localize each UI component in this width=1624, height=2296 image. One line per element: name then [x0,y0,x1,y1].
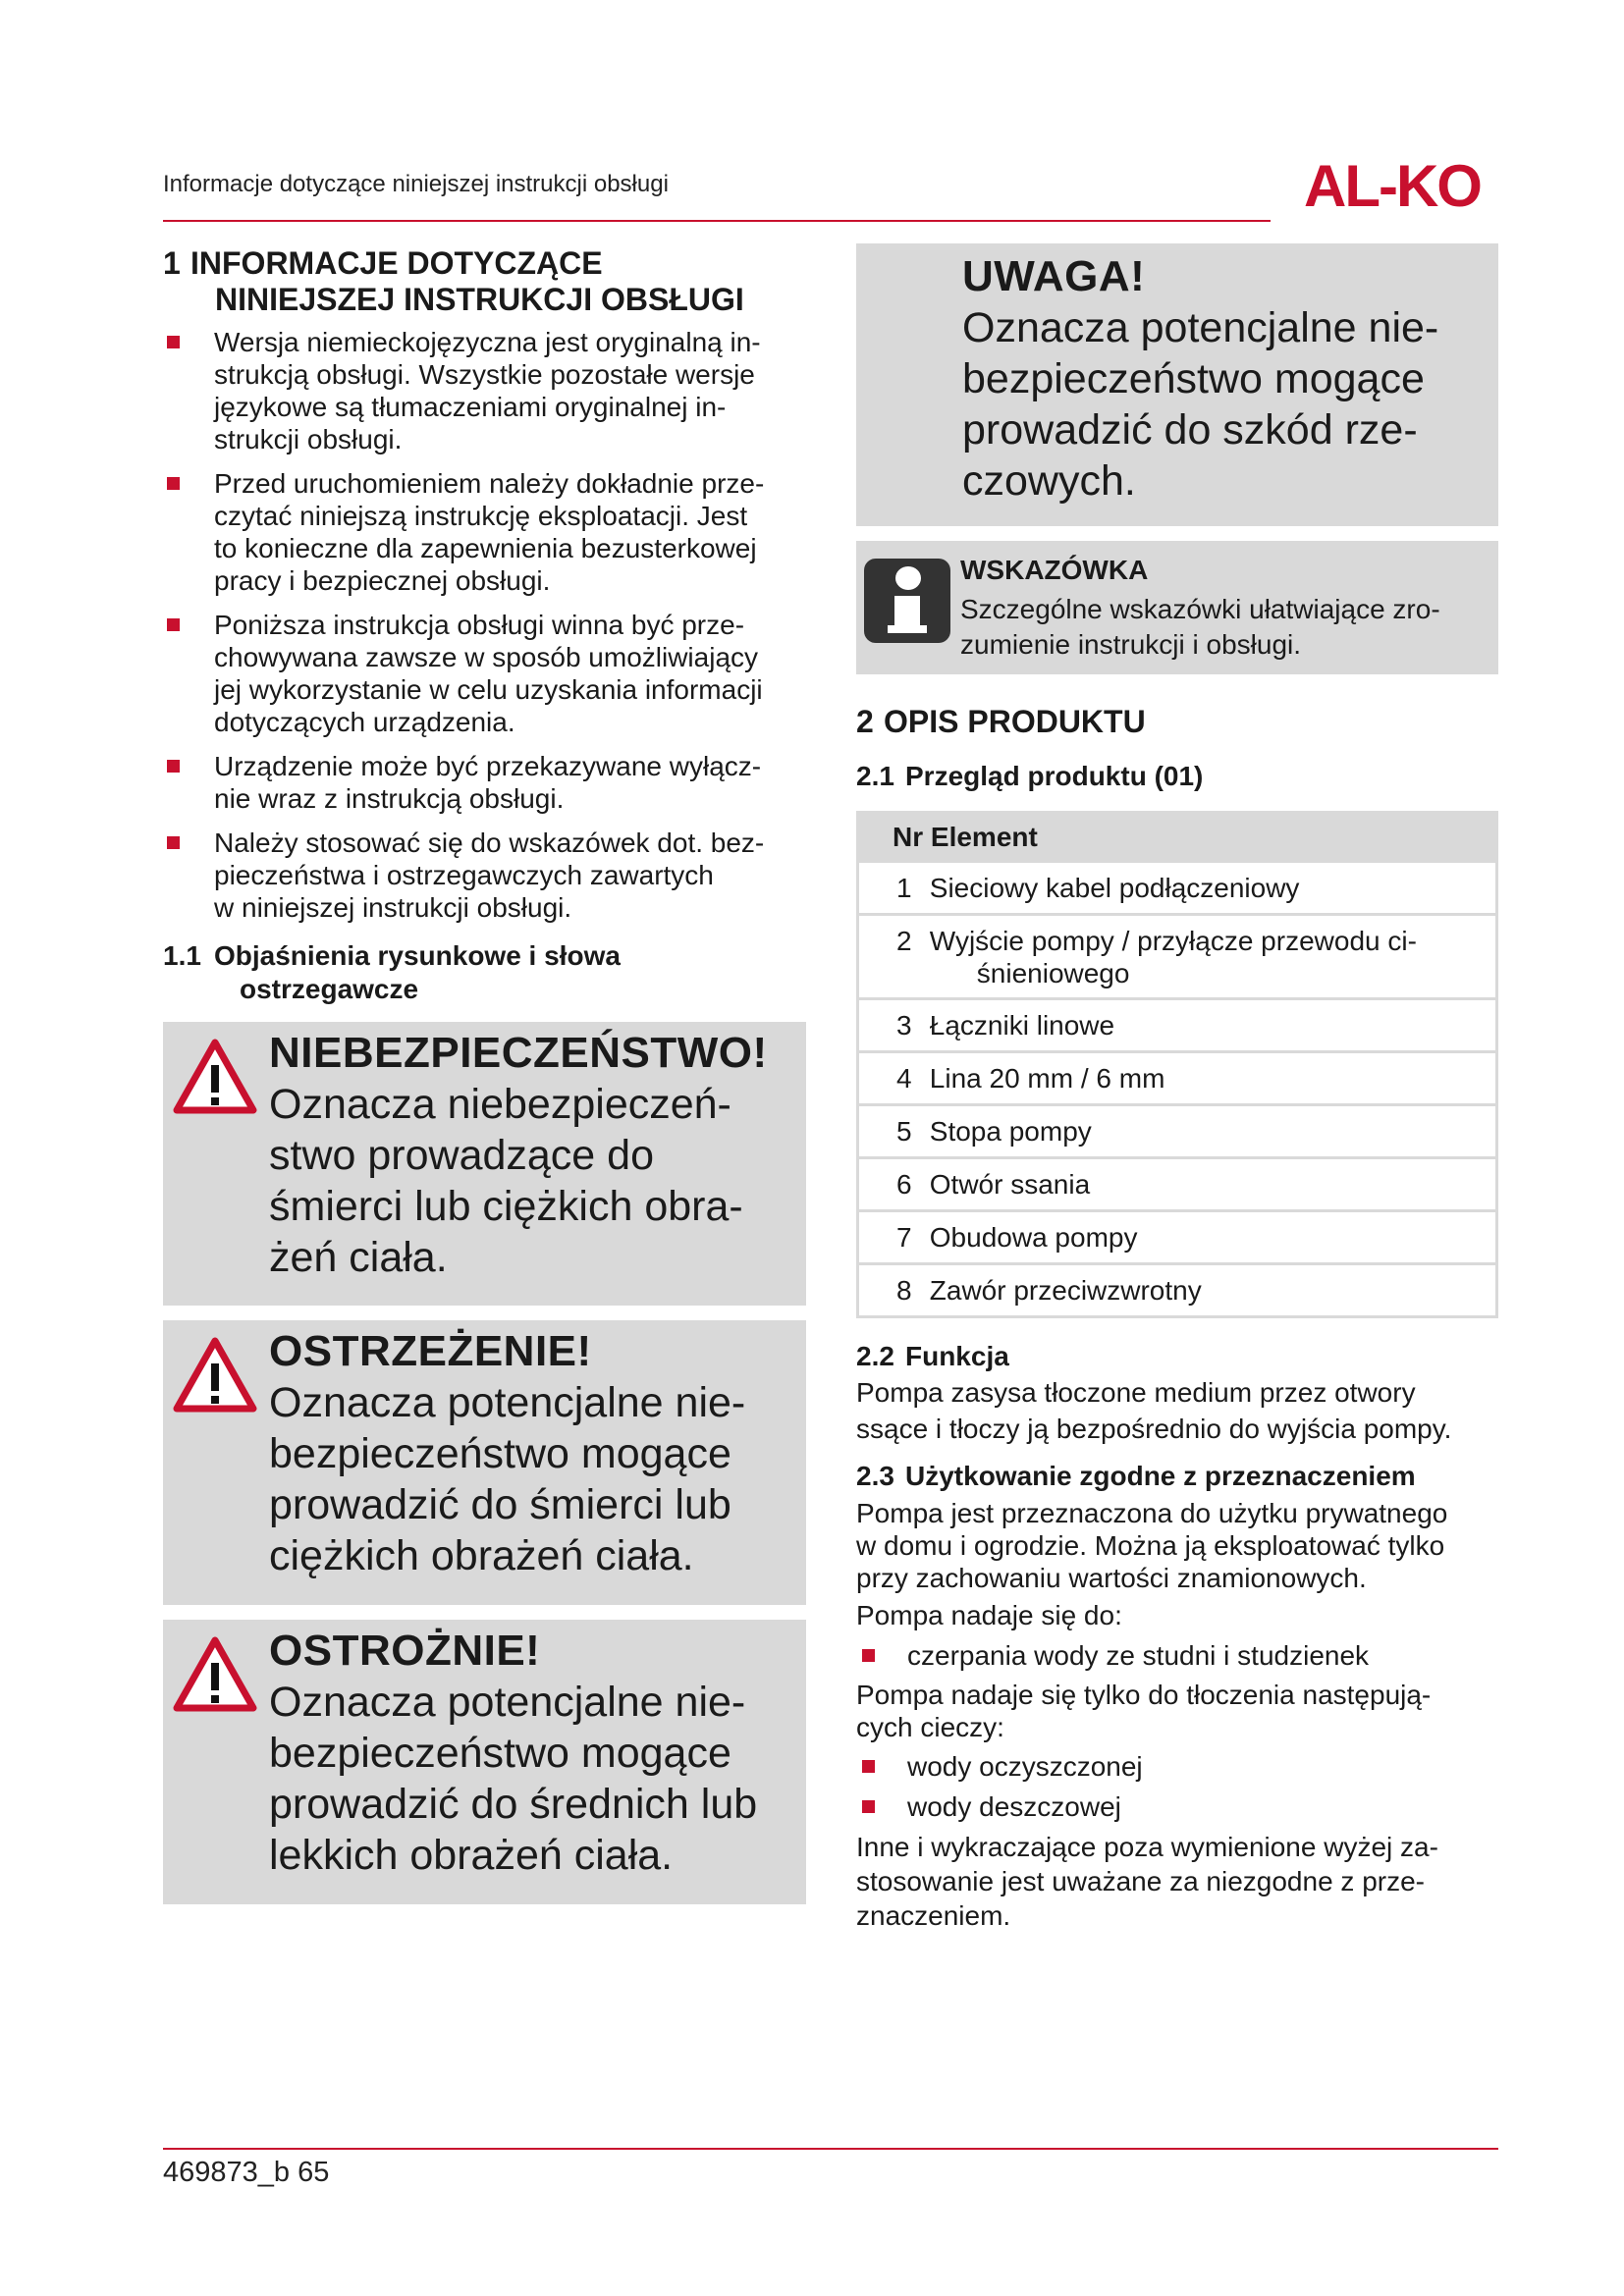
section-2-2-heading: 2.2 Funkcja [856,1341,1009,1371]
table-row: 4 Lina 20 mm / 6 mm [858,1052,1497,1105]
section-2-3-para4: Inne i wykraczające poza wymienione wyżej za- stosowanie jest uważane za niezgodne z prze- znaczeniem. [856,1832,1438,1931]
section-1-bullets [163,326,806,924]
attention-text: Oznacza potencjalne nie- bezpieczeństwo mogące prowadzić do szkód rze- czowych. [962,304,1439,505]
svg-text:AL-KO: AL-KO [1304,157,1481,212]
liquids-list [856,1749,1498,1824]
section-2-heading: 2 OPIS PRODUKTU [856,704,1146,739]
notice-text: Szczególne wskazówki ułatwiające zro- zumienie instrukcji i obsługi. [960,594,1440,660]
table-row: 7 Obudowa pompy [858,1211,1497,1264]
attention-box [856,243,1498,526]
list-item: Poniższa instrukcja obsługi winna być prze- chowywana zawsze w sposób umożliwiający jej wykorzystanie w celu uzyskania informacji dotyczących urządzenia. [163,609,806,738]
table-row: 2 Wyjście pompy / przyłącze przewodu ci- śnieniowego [858,915,1497,999]
warning-text: Oznacza potencjalne nie- bezpieczeństwo mogące prowadzić do śmierci lub ciężkich obrażeń ciała. [269,1379,746,1579]
bullet-icon [167,618,180,631]
caution-box [163,1620,806,1904]
section-2-2-text: Pompa zasysa tłoczone medium przez otwory ssące i tłoczy ją bezpośrednio do wyjścia pompy. [856,1377,1452,1444]
page-number: 469873_b 65 [163,2157,330,2188]
table-row: 8 Zawór przeciwzwrotny [858,1264,1497,1317]
bullet-icon [167,760,180,773]
list-item: Urządzenie może być przekazywane wyłącz- nie wraz z instrukcją obsługi. [163,750,806,815]
table-row: 6 Otwór ssania [858,1158,1497,1211]
table-row: 5 Stopa pompy [858,1105,1497,1158]
danger-box [163,1022,806,1306]
list-item: Przed uruchomieniem należy dokładnie prze- czytać niniejszą instrukcję eksploatacji. Jest to konieczne dla zapewnienia bezusterkowej pracy i bezpiecznej obsługi. [163,467,806,597]
table-row: 3 Łączniki linowe [858,999,1497,1052]
alko-logo [1286,157,1498,212]
warning-triangle-icon [173,1336,257,1415]
list-item: czerpania wody ze studni i studzienek [856,1638,1498,1673]
section-2-3-heading: 2.3 Użytkowanie zgodne z przeznaczeniem [856,1461,1416,1491]
warning-title: OSTRZEŻENIE! [269,1327,592,1375]
warning-triangle-icon [173,1635,257,1714]
bullet-icon [862,1649,875,1662]
list-item: Wersja niemieckojęzyczna jest oryginalną in- strukcją obsługi. Wszystkie pozostałe wersje językowe są tłumaczeniami oryginalnej in- strukcji obsługi. [163,326,806,455]
table-header: Nr Element [858,813,1497,862]
caution-title: OSTROŻNIE! [269,1627,541,1675]
bullet-icon [862,1800,875,1813]
bullet-icon [167,836,180,849]
parts-table [856,811,1498,1318]
section-1-1-heading: 1.1 Objaśnienia rysunkowe i słowa ostrzegawcze [163,940,621,1004]
right-column [856,243,1498,1933]
notice-title: WSKAZÓWKA [960,555,1149,585]
section-1-heading: 1 INFORMACJE DOTYCZĄCE NINIEJSZEJ INSTRUKCJI OBSŁUGI [163,245,744,317]
list-item: wody oczyszczonej [856,1749,1498,1784]
bullet-icon [167,477,180,490]
bullet-icon [862,1760,875,1773]
footer-divider [163,2148,1498,2150]
warning-box [163,1320,806,1605]
bullet-icon [167,336,180,348]
running-header: Informacje dotyczące niniejszej instrukcji obsługi [163,171,669,197]
header-divider [163,220,1271,222]
list-item: Należy stosować się do wskazówek dot. bez- pieczeństwa i ostrzegawczych zawartych w niniejszej instrukcji obsługi. [163,827,806,924]
notice-box [856,541,1498,674]
attention-title: UWAGA! [962,252,1146,300]
section-2-1-heading: 2.1 Przegląd produktu (01) [856,761,1204,791]
warning-triangle-icon [173,1038,257,1116]
left-column [163,245,806,1904]
danger-title: NIEBEZPIECZEŃSTWO! [269,1029,768,1077]
caution-text: Oznacza potencjalne nie- bezpieczeństwo mogące prowadzić do średnich lub lekkich obrażeń ciała. [269,1679,758,1879]
section-2-3-para2: Pompa nadaje się do: [856,1600,1122,1630]
list-item: wody deszczowej [856,1789,1498,1824]
section-2-3-para1: Pompa jest przeznaczona do użytku prywatnego w domu i ogrodzie. Można ją eksploatować tylko przy zachowaniu wartości znamionowych. [856,1498,1448,1593]
use-list [856,1638,1498,1673]
section-2-3-para3: Pompa nadaje się tylko do tłoczenia następują- cych cieczy: [856,1680,1432,1742]
table-row: 1 Sieciowy kabel podłączeniowy [858,862,1497,915]
info-icon [864,559,950,643]
danger-text: Oznacza niebezpieczeń- stwo prowadzące do śmierci lub ciężkich obra- żeń ciała. [269,1081,743,1281]
